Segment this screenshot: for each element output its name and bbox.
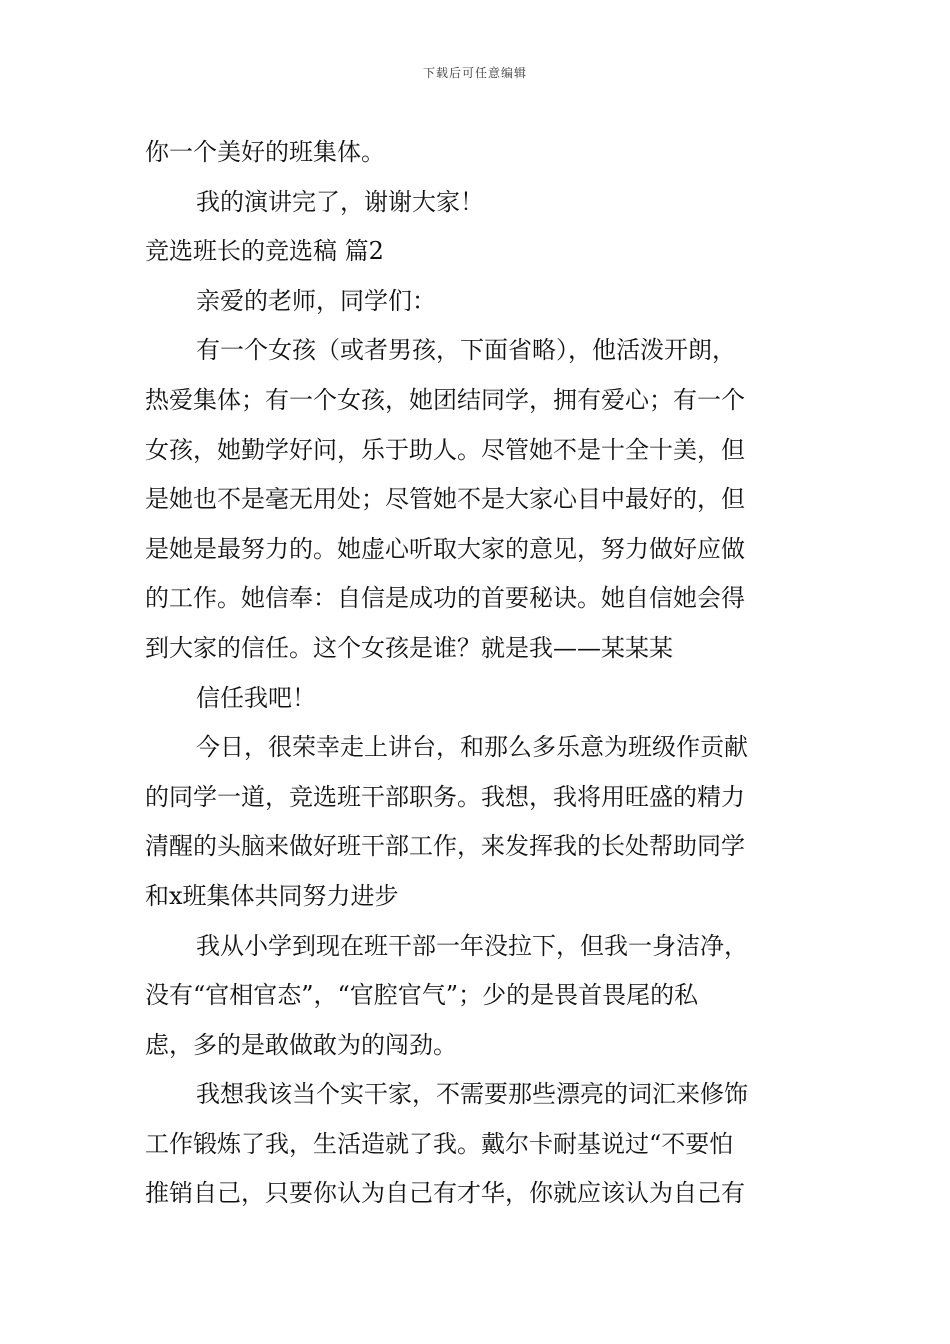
text-line: 亲爱的老师，同学们： [196,286,436,315]
text-line: 清醒的头脑来做好班干部工作，来发挥我的长处帮助同学 [145,832,745,861]
text-line: 是她也不是毫无用处；尽管她不是大家心目中最好的，但 [145,485,745,514]
section-heading: 竞选班长的竞选稿 篇2 [145,237,384,266]
text-line: 我从小学到现在班干部一年没拉下，但我一身洁净， [196,931,748,960]
text-line: 推销自己，只要你认为自己有才华，你就应该认为自己有 [145,1179,745,1208]
text-line: 虑，多的是敢做敢为的闯劲。 [145,1030,457,1059]
text-line: 的同学一道，竞选班干部职务。我想，我将用旺盛的精力 [145,782,745,811]
text-line: 的工作。她信奉：自信是成功的首要秘诀。她自信她会得 [145,584,745,613]
header-note: 下载后可任意编辑 [422,66,527,80]
text-line: 信任我吧！ [196,683,316,712]
text-line: 有一个女孩（或者男孩，下面省略），他活泼开朗， [196,336,736,365]
text-line: 到大家的信任。这个女孩是谁？就是我——某某某 [145,633,673,662]
text-line: 今日，很荣幸走上讲台，和那么多乐意为班级作贡献 [196,733,748,762]
body-text [145,128,810,1219]
text-line: 和x班集体共同努力进步 [145,881,399,910]
text-line: 我想我该当个实干家，不需要那些漂亮的词汇来修饰 [196,1080,748,1109]
text-line: 工作锻炼了我，生活造就了我。戴尔卡耐基说过“不要怕 [145,1129,734,1158]
text-line: 是她是最努力的。她虚心听取大家的意见，努力做好应做 [145,534,745,563]
text-line: 没有“官相官态”，“官腔官气”；少的是畏首畏尾的私 [145,981,699,1010]
text-line: 你一个美好的班集体。 [145,138,385,166]
text-line: 热爱集体；有一个女孩，她团结同学，拥有爱心；有一个 [145,385,745,414]
text-line: 我的演讲完了，谢谢大家！ [196,187,484,216]
text-line: 女孩，她勤学好问，乐于助人。尽管她不是十全十美，但 [145,435,745,464]
